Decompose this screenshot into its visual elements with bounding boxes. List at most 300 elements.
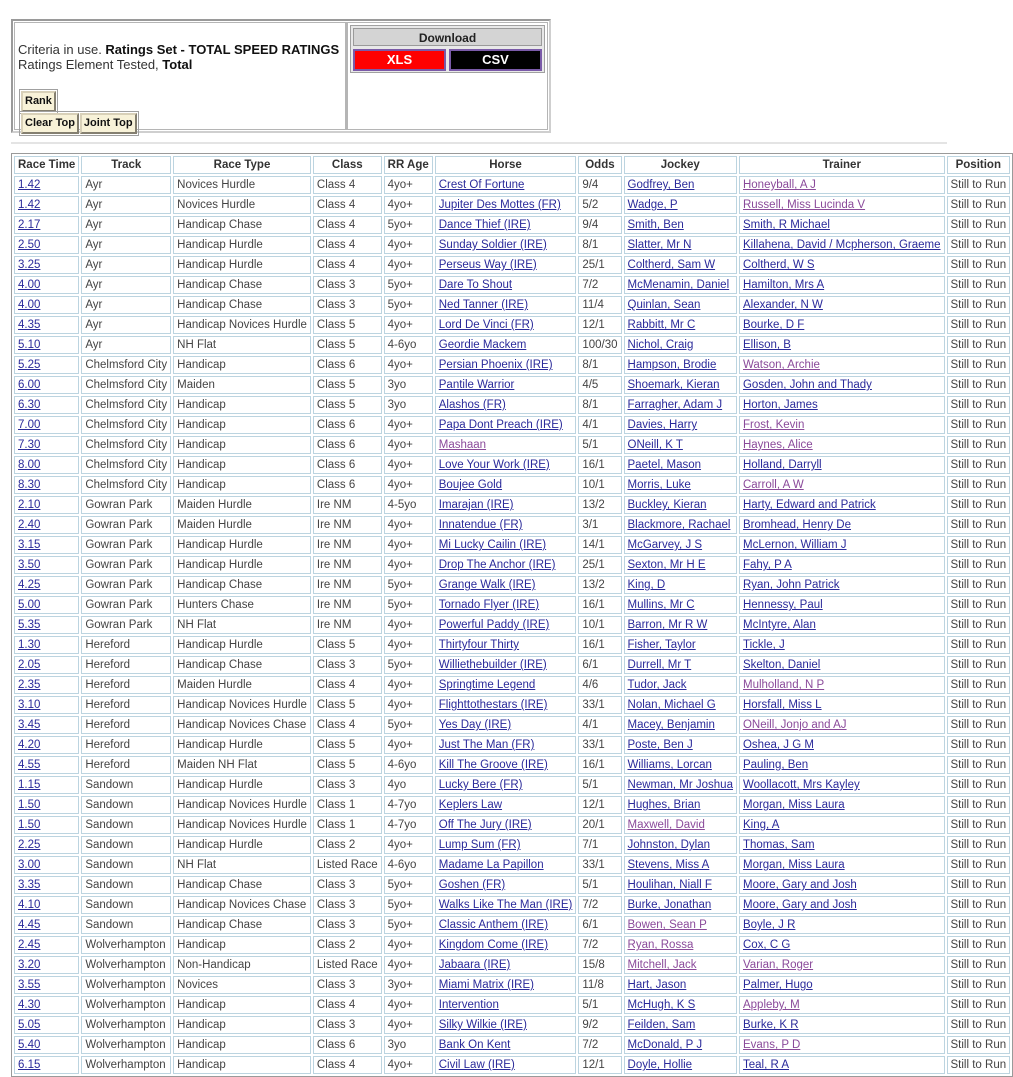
- class-cell: Class 6: [313, 416, 382, 434]
- race-time-link[interactable]: 2.35: [18, 679, 41, 691]
- position-cell: Still to Run: [947, 976, 1011, 994]
- trainer-cell: [739, 416, 945, 434]
- position-cell: Still to Run: [947, 776, 1011, 794]
- table-row: [14, 316, 1010, 334]
- trainer-link[interactable]: Coltherd, W S: [742, 259, 815, 271]
- csv-download-button[interactable]: CSV: [449, 49, 542, 71]
- jockey-link[interactable]: Sexton, Mr H E: [627, 559, 706, 571]
- trainer-cell: [739, 756, 945, 774]
- horse-link[interactable]: Yes Day (IRE): [438, 719, 512, 731]
- odds-cell: 9/2: [578, 1016, 621, 1034]
- race-time-link[interactable]: 2.45: [18, 939, 41, 951]
- horse-cell: [435, 956, 577, 974]
- time-cell: [14, 1056, 79, 1074]
- horse-link[interactable]: Mi Lucky Cailin (IRE): [438, 539, 547, 551]
- class-cell: Class 4: [313, 716, 382, 734]
- trainer-link[interactable]: Morgan, Miss Laura: [742, 859, 845, 871]
- race-time-link[interactable]: 6.30: [18, 399, 41, 411]
- trainer-link[interactable]: Horton, James: [742, 399, 818, 411]
- jockey-link[interactable]: Maxwell, David: [627, 819, 705, 831]
- trainer-link[interactable]: Oshea, J G M: [742, 739, 814, 751]
- horse-link[interactable]: Walks Like The Man (IRE): [438, 899, 573, 911]
- jockey-link[interactable]: McGarvey, J S: [627, 539, 703, 551]
- trainer-link[interactable]: King, A: [742, 819, 780, 831]
- column-header-race-type: Race Type: [173, 156, 311, 174]
- trainer-cell: [739, 796, 945, 814]
- jockey-cell: [624, 1056, 737, 1074]
- horse-link[interactable]: Off The Jury (IRE): [438, 819, 532, 831]
- rr-age-cell: 4yo+: [384, 436, 433, 454]
- jockey-link[interactable]: McMenamin, Daniel: [627, 279, 730, 291]
- trainer-link[interactable]: ONeill, Jonjo and AJ: [742, 719, 847, 731]
- race-type-cell: Handicap: [173, 456, 311, 474]
- class-cell: Class 1: [313, 816, 382, 834]
- table-row: [14, 856, 1010, 874]
- race-time-link[interactable]: 6.00: [18, 379, 41, 391]
- horse-link[interactable]: Kill The Groove (IRE): [438, 759, 548, 771]
- race-type-cell: Handicap: [173, 936, 311, 954]
- trainer-link[interactable]: Ryan, John Patrick: [742, 579, 840, 591]
- race-time-link[interactable]: 4.25: [18, 579, 41, 591]
- horse-cell: [435, 636, 577, 654]
- jockey-link[interactable]: Fisher, Taylor: [627, 639, 696, 651]
- race-time-link[interactable]: 8.00: [18, 459, 41, 471]
- trainer-link[interactable]: Thomas, Sam: [742, 839, 815, 851]
- track-cell: Ayr: [81, 236, 171, 254]
- horse-link[interactable]: Lucky Bere (FR): [438, 779, 523, 791]
- time-cell: [14, 356, 79, 374]
- horse-link[interactable]: Lump Sum (FR): [438, 839, 521, 851]
- table-row: [14, 216, 1010, 234]
- jockey-link[interactable]: Mullins, Mr C: [627, 599, 695, 611]
- race-time-link[interactable]: 2.17: [18, 219, 41, 231]
- trainer-link[interactable]: Watson, Archie: [742, 359, 820, 371]
- table-row: [14, 696, 1010, 714]
- track-cell: Gowran Park: [81, 516, 171, 534]
- jockey-link[interactable]: King, D: [627, 579, 666, 591]
- race-time-link[interactable]: 5.05: [18, 1019, 41, 1031]
- horse-link[interactable]: Pantile Warrior: [438, 379, 515, 391]
- horse-link[interactable]: Ned Tanner (IRE): [438, 299, 529, 311]
- jockey-cell: [624, 936, 737, 954]
- horse-link[interactable]: Imarajan (IRE): [438, 499, 514, 511]
- horse-link[interactable]: Madame La Papillon: [438, 859, 544, 871]
- odds-cell: 9/4: [578, 176, 621, 194]
- jockey-link[interactable]: Wadge, P: [627, 199, 678, 211]
- class-cell: Class 4: [313, 996, 382, 1014]
- horse-link[interactable]: Miami Matrix (IRE): [438, 979, 534, 991]
- horse-link[interactable]: Lord De Vinci (FR): [438, 319, 534, 331]
- horse-link[interactable]: Innatendue (FR): [438, 519, 523, 531]
- race-time-link[interactable]: 3.50: [18, 559, 41, 571]
- horse-cell: [435, 196, 577, 214]
- clear-top-button[interactable]: Clear Top: [21, 113, 79, 134]
- horse-link[interactable]: Civil Law (IRE): [438, 1059, 515, 1071]
- trainer-link[interactable]: Ellison, B: [742, 339, 791, 351]
- jockey-link[interactable]: Paetel, Mason: [627, 459, 702, 471]
- race-time-link[interactable]: 3.25: [18, 259, 41, 271]
- horse-link[interactable]: Intervention: [438, 999, 499, 1011]
- race-type-cell: Handicap: [173, 1056, 311, 1074]
- jockey-cell: [624, 796, 737, 814]
- class-cell: Class 5: [313, 396, 382, 414]
- race-time-link[interactable]: 5.10: [18, 339, 41, 351]
- race-type-cell: Handicap: [173, 416, 311, 434]
- trainer-link[interactable]: Bromhead, Henry De: [742, 519, 852, 531]
- trainer-link[interactable]: Varian, Roger: [742, 959, 814, 971]
- horse-link[interactable]: Crest Of Fortune: [438, 179, 525, 191]
- jockey-link[interactable]: Nolan, Michael G: [627, 699, 716, 711]
- jockey-link[interactable]: Poste, Ben J: [627, 739, 693, 751]
- race-time-link[interactable]: 3.15: [18, 539, 41, 551]
- trainer-link[interactable]: Boyle, J R: [742, 919, 796, 931]
- horse-link[interactable]: Jupiter Des Mottes (FR): [438, 199, 561, 211]
- trainer-cell: [739, 836, 945, 854]
- position-cell: Still to Run: [947, 616, 1011, 634]
- race-time-link[interactable]: 4.45: [18, 919, 41, 931]
- trainer-link[interactable]: Palmer, Hugo: [742, 979, 813, 991]
- horse-link[interactable]: Mashaan: [438, 439, 487, 451]
- trainer-link[interactable]: Gosden, John and Thady: [742, 379, 872, 391]
- trainer-link[interactable]: Harty, Edward and Patrick: [742, 499, 876, 511]
- trainer-link[interactable]: McLernon, William J: [742, 539, 847, 551]
- trainer-cell: [739, 376, 945, 394]
- class-cell: Class 6: [313, 356, 382, 374]
- trainer-link[interactable]: Russell, Miss Lucinda V: [742, 199, 866, 211]
- trainer-link[interactable]: Tickle, J: [742, 639, 785, 651]
- time-cell: [14, 456, 79, 474]
- race-time-link[interactable]: 3.10: [18, 699, 41, 711]
- race-type-cell: Handicap Hurdle: [173, 536, 311, 554]
- trainer-link[interactable]: Carroll, A W: [742, 479, 804, 491]
- jockey-link[interactable]: Farragher, Adam J: [627, 399, 723, 411]
- jockey-link[interactable]: Johnston, Dylan: [627, 839, 710, 851]
- jockey-link[interactable]: Macey, Benjamin: [627, 719, 715, 731]
- race-time-link[interactable]: 4.55: [18, 759, 41, 771]
- race-time-link[interactable]: 3.00: [18, 859, 41, 871]
- horse-link[interactable]: Tornado Flyer (IRE): [438, 599, 540, 611]
- race-type-cell: NH Flat: [173, 336, 311, 354]
- class-cell: Class 4: [313, 676, 382, 694]
- jockey-cell: [624, 756, 737, 774]
- track-cell: Ayr: [81, 176, 171, 194]
- trainer-link[interactable]: McIntyre, Alan: [742, 619, 816, 631]
- position-cell: Still to Run: [947, 576, 1011, 594]
- trainer-cell: [739, 1036, 945, 1054]
- xls-download-button[interactable]: XLS: [353, 49, 446, 71]
- jockey-cell: [624, 356, 737, 374]
- jockey-link[interactable]: Nichol, Craig: [627, 339, 694, 351]
- jockey-link[interactable]: Quinlan, Sean: [627, 299, 701, 311]
- jockey-link[interactable]: Slatter, Mr N: [627, 239, 692, 251]
- horse-link[interactable]: Flighttothestars (IRE): [438, 699, 548, 711]
- rr-age-cell: 5yo+: [384, 876, 433, 894]
- column-header-horse: Horse: [435, 156, 577, 174]
- trainer-link[interactable]: Evans, P D: [742, 1039, 801, 1051]
- column-header-trainer: Trainer: [739, 156, 945, 174]
- race-time-link[interactable]: 3.55: [18, 979, 41, 991]
- table-row: [14, 636, 1010, 654]
- table-row: [14, 576, 1010, 594]
- rr-age-cell: 4yo+: [384, 516, 433, 534]
- table-row: [14, 676, 1010, 694]
- jockey-link[interactable]: Williams, Lorcan: [627, 759, 712, 771]
- trainer-link[interactable]: Pauling, Ben: [742, 759, 809, 771]
- race-time-link[interactable]: 4.00: [18, 279, 41, 291]
- rr-age-cell: 4yo+: [384, 356, 433, 374]
- trainer-link[interactable]: Appleby, M: [742, 999, 800, 1011]
- race-time-link[interactable]: 5.35: [18, 619, 41, 631]
- time-cell: [14, 916, 79, 934]
- horse-link[interactable]: Classic Anthem (IRE): [438, 919, 549, 931]
- horse-link[interactable]: Williethebuilder (IRE): [438, 659, 547, 671]
- horse-link[interactable]: Dance Thief (IRE): [438, 219, 531, 231]
- horse-link[interactable]: Persian Phoenix (IRE): [438, 359, 553, 371]
- trainer-link[interactable]: Teal, R A: [742, 1059, 790, 1071]
- jockey-link[interactable]: Burke, Jonathan: [627, 899, 712, 911]
- race-time-link[interactable]: 1.50: [18, 819, 41, 831]
- track-cell: Hereford: [81, 716, 171, 734]
- trainer-cell: [739, 596, 945, 614]
- trainer-link[interactable]: Haynes, Alice: [742, 439, 813, 451]
- race-time-link[interactable]: 3.35: [18, 879, 41, 891]
- horse-link[interactable]: Grange Walk (IRE): [438, 579, 536, 591]
- trainer-link[interactable]: Hamilton, Mrs A: [742, 279, 825, 291]
- horse-link[interactable]: Just The Man (FR): [438, 739, 535, 751]
- horse-cell: [435, 936, 577, 954]
- rr-age-cell: 4yo+: [384, 456, 433, 474]
- jockey-link[interactable]: Shoemark, Kieran: [627, 379, 720, 391]
- trainer-cell: [739, 636, 945, 654]
- race-time-link[interactable]: 2.50: [18, 239, 41, 251]
- rr-age-cell: 5yo+: [384, 596, 433, 614]
- race-time-link[interactable]: 4.20: [18, 739, 41, 751]
- race-time-link[interactable]: 4.35: [18, 319, 41, 331]
- jockey-link[interactable]: ONeill, K T: [627, 439, 683, 451]
- race-time-link[interactable]: 5.25: [18, 359, 41, 371]
- horse-link[interactable]: Boujee Gold: [438, 479, 503, 491]
- race-type-cell: Maiden: [173, 376, 311, 394]
- horse-link[interactable]: Springtime Legend: [438, 679, 536, 691]
- trainer-link[interactable]: Smith, R Michael: [742, 219, 830, 231]
- trainer-cell: [739, 236, 945, 254]
- rr-age-cell: 4yo+: [384, 936, 433, 954]
- trainer-link[interactable]: Hennessy, Paul: [742, 599, 823, 611]
- race-type-cell: NH Flat: [173, 856, 311, 874]
- race-type-cell: Handicap Chase: [173, 276, 311, 294]
- odds-cell: 15/8: [578, 956, 621, 974]
- race-time-link[interactable]: 4.00: [18, 299, 41, 311]
- table-row: [14, 816, 1010, 834]
- trainer-link[interactable]: Killahena, David / Mcpherson, Graeme: [742, 239, 941, 251]
- race-time-link[interactable]: 6.15: [18, 1059, 41, 1071]
- race-time-link[interactable]: 7.30: [18, 439, 41, 451]
- table-row: [14, 716, 1010, 734]
- jockey-link[interactable]: McHugh, K S: [627, 999, 696, 1011]
- jockey-link[interactable]: Hughes, Brian: [627, 799, 701, 811]
- horse-link[interactable]: Powerful Paddy (IRE): [438, 619, 550, 631]
- horse-link[interactable]: Thirtyfour Thirty: [438, 639, 520, 651]
- jockey-cell: [624, 276, 737, 294]
- rr-age-cell: 5yo+: [384, 896, 433, 914]
- class-cell: Class 3: [313, 276, 382, 294]
- class-cell: Class 3: [313, 776, 382, 794]
- horse-cell: [435, 616, 577, 634]
- horse-link[interactable]: Dare To Shout: [438, 279, 513, 291]
- trainer-link[interactable]: Cox, C G: [742, 939, 791, 951]
- race-time-link[interactable]: 1.50: [18, 799, 41, 811]
- race-type-cell: Handicap Chase: [173, 296, 311, 314]
- rr-age-cell: 5yo+: [384, 576, 433, 594]
- trainer-link[interactable]: Skelton, Daniel: [742, 659, 821, 671]
- jockey-link[interactable]: Stevens, Miss A: [627, 859, 710, 871]
- race-time-link[interactable]: 4.30: [18, 999, 41, 1011]
- jockey-cell: [624, 616, 737, 634]
- trainer-link[interactable]: Holland, Darryll: [742, 459, 822, 471]
- trainer-link[interactable]: Woollacott, Mrs Kayley: [742, 779, 860, 791]
- track-cell: Gowran Park: [81, 576, 171, 594]
- jockey-link[interactable]: Newman, Mr Joshua: [627, 779, 733, 791]
- trainer-cell: [739, 816, 945, 834]
- horse-cell: [435, 596, 577, 614]
- trainer-link[interactable]: Frost, Kevin: [742, 419, 805, 431]
- jockey-link[interactable]: Ryan, Rossa: [627, 939, 694, 951]
- trainer-link[interactable]: Honeyball, A J: [742, 179, 816, 191]
- horse-cell: [435, 976, 577, 994]
- jockey-link[interactable]: Smith, Ben: [627, 219, 684, 231]
- race-time-link[interactable]: 1.42: [18, 199, 41, 211]
- track-cell: Chelmsford City: [81, 456, 171, 474]
- horse-cell: [435, 476, 577, 494]
- track-cell: Sandown: [81, 856, 171, 874]
- horse-link[interactable]: Silky Wilkie (IRE): [438, 1019, 527, 1031]
- horse-link[interactable]: Sunday Soldier (IRE): [438, 239, 547, 251]
- horse-link[interactable]: Papa Dont Preach (IRE): [438, 419, 563, 431]
- rank-button[interactable]: Rank: [21, 91, 56, 112]
- odds-cell: 8/1: [578, 236, 621, 254]
- horse-link[interactable]: Jabaara (IRE): [438, 959, 511, 971]
- position-cell: Still to Run: [947, 436, 1011, 454]
- jockey-link[interactable]: Tudor, Jack: [627, 679, 687, 691]
- jockey-link[interactable]: Bowen, Sean P: [627, 919, 707, 931]
- odds-cell: 4/6: [578, 676, 621, 694]
- odds-cell: 6/1: [578, 916, 621, 934]
- time-cell: [14, 1016, 79, 1034]
- jockey-link[interactable]: Durrell, Mr T: [627, 659, 692, 671]
- trainer-link[interactable]: Bourke, D F: [742, 319, 805, 331]
- race-time-link[interactable]: 5.00: [18, 599, 41, 611]
- jockey-link[interactable]: McDonald, P J: [627, 1039, 703, 1051]
- race-time-link[interactable]: 1.30: [18, 639, 41, 651]
- table-row: [14, 976, 1010, 994]
- criteria-prefix: Criteria in use.: [18, 42, 106, 57]
- trainer-link[interactable]: Fahy, P A: [742, 559, 792, 571]
- jockey-link[interactable]: Blackmore, Rachael: [627, 519, 731, 531]
- column-header-jockey: Jockey: [624, 156, 737, 174]
- race-time-link[interactable]: 2.25: [18, 839, 41, 851]
- jockey-cell: [624, 396, 737, 414]
- jockey-link[interactable]: Barron, Mr R W: [627, 619, 708, 631]
- jockey-link[interactable]: Buckley, Kieran: [627, 499, 707, 511]
- odds-cell: 100/30: [578, 336, 621, 354]
- time-cell: [14, 836, 79, 854]
- position-cell: Still to Run: [947, 676, 1011, 694]
- jockey-link[interactable]: Mitchell, Jack: [627, 959, 697, 971]
- race-time-link[interactable]: 8.30: [18, 479, 41, 491]
- horse-link[interactable]: Keplers Law: [438, 799, 503, 811]
- trainer-link[interactable]: Moore, Gary and Josh: [742, 899, 857, 911]
- race-time-link[interactable]: 1.42: [18, 179, 41, 191]
- trainer-link[interactable]: Moore, Gary and Josh: [742, 879, 857, 891]
- jockey-link[interactable]: Hart, Jason: [627, 979, 687, 991]
- criteria-text: [18, 42, 339, 72]
- jockey-link[interactable]: Davies, Harry: [627, 419, 698, 431]
- trainer-link[interactable]: Alexander, N W: [742, 299, 823, 311]
- horse-cell: [435, 716, 577, 734]
- jockey-cell: [624, 676, 737, 694]
- trainer-link[interactable]: Morgan, Miss Laura: [742, 799, 845, 811]
- table-row: [14, 236, 1010, 254]
- rr-age-cell: 4-7yo: [384, 816, 433, 834]
- jockey-link[interactable]: Godfrey, Ben: [627, 179, 695, 191]
- jockey-link[interactable]: Rabbitt, Mr C: [627, 319, 696, 331]
- race-time-link[interactable]: 3.20: [18, 959, 41, 971]
- jockey-link[interactable]: Houlihan, Niall F: [627, 879, 712, 891]
- position-cell: Still to Run: [947, 756, 1011, 774]
- race-time-link[interactable]: 1.15: [18, 779, 41, 791]
- trainer-link[interactable]: Burke, K R: [742, 1019, 799, 1031]
- joint-top-button[interactable]: Joint Top: [80, 113, 137, 134]
- race-type-cell: Non-Handicap: [173, 956, 311, 974]
- horse-link[interactable]: Drop The Anchor (IRE): [438, 559, 556, 571]
- table-row: [14, 916, 1010, 934]
- time-cell: [14, 1036, 79, 1054]
- horse-link[interactable]: Perseus Way (IRE): [438, 259, 537, 271]
- jockey-link[interactable]: Coltherd, Sam W: [627, 259, 716, 271]
- race-time-link[interactable]: 2.05: [18, 659, 41, 671]
- table-row: [14, 996, 1010, 1014]
- horse-link[interactable]: Kingdom Come (IRE): [438, 939, 549, 951]
- jockey-link[interactable]: Feilden, Sam: [627, 1019, 696, 1031]
- trainer-cell: [739, 896, 945, 914]
- race-time-link[interactable]: 7.00: [18, 419, 41, 431]
- race-time-link[interactable]: 5.40: [18, 1039, 41, 1051]
- table-row: [14, 656, 1010, 674]
- jockey-cell: [624, 836, 737, 854]
- horse-link[interactable]: Geordie Mackem: [438, 339, 527, 351]
- trainer-link[interactable]: Mulholland, N P: [742, 679, 825, 691]
- race-time-link[interactable]: 2.10: [18, 499, 41, 511]
- jockey-link[interactable]: Hampson, Brodie: [627, 359, 717, 371]
- horse-link[interactable]: Goshen (FR): [438, 879, 506, 891]
- race-time-link[interactable]: 3.45: [18, 719, 41, 731]
- horse-link[interactable]: Love Your Work (IRE): [438, 459, 550, 471]
- race-type-cell: Novices Hurdle: [173, 196, 311, 214]
- jockey-link[interactable]: Morris, Luke: [627, 479, 691, 491]
- odds-cell: 16/1: [578, 596, 621, 614]
- column-header-odds: Odds: [578, 156, 621, 174]
- horse-cell: [435, 796, 577, 814]
- odds-cell: 11/8: [578, 976, 621, 994]
- trainer-link[interactable]: Horsfall, Miss L: [742, 699, 822, 711]
- position-cell: Still to Run: [947, 596, 1011, 614]
- race-time-link[interactable]: 4.10: [18, 899, 41, 911]
- jockey-cell: [624, 1036, 737, 1054]
- jockey-link[interactable]: Doyle, Hollie: [627, 1059, 693, 1071]
- race-time-link[interactable]: 2.40: [18, 519, 41, 531]
- horse-link[interactable]: Bank On Kent: [438, 1039, 511, 1051]
- horse-link[interactable]: Alashos (FR): [438, 399, 506, 411]
